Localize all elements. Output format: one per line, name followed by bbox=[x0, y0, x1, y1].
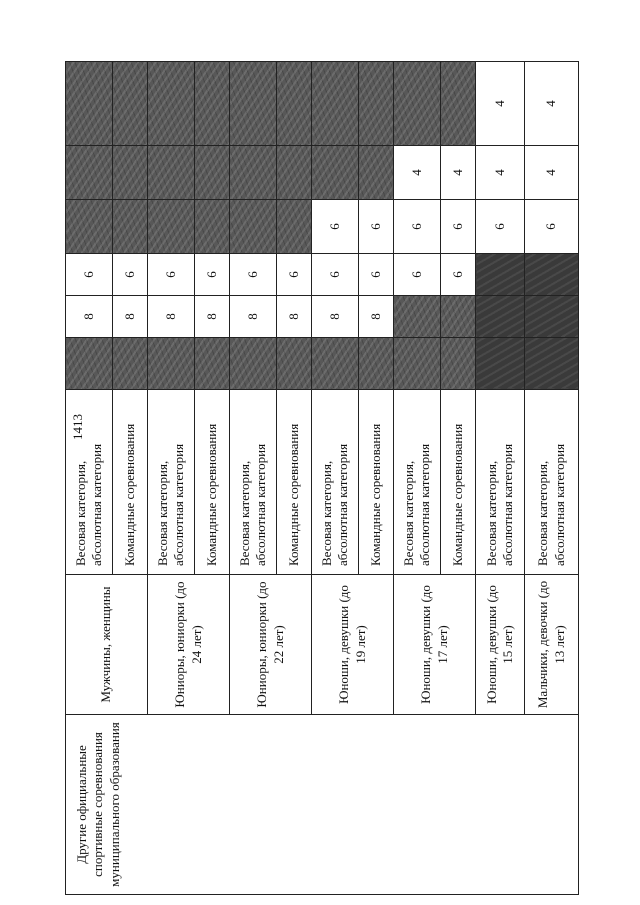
age-group-cell: Юниоры, юниорки (до 24 лет) bbox=[148, 575, 230, 715]
value-cell bbox=[195, 146, 230, 200]
value-cell bbox=[113, 338, 148, 390]
value-cell: 6 bbox=[394, 200, 441, 254]
competition-type-cell: Весовая категория, абсолютная категория bbox=[148, 390, 195, 575]
value-cell bbox=[277, 62, 312, 146]
age-group-cell: Юниоры, юниорки (до 22 лет) bbox=[230, 575, 312, 715]
value-cell: 8 bbox=[230, 296, 277, 338]
section-cell: Другие официальные спортивные соревнования муниципального образования bbox=[66, 715, 579, 895]
value-cell bbox=[312, 62, 359, 146]
value-cell bbox=[394, 338, 441, 390]
age-group-cell: Юноши, девушки (до 19 лет) bbox=[312, 575, 394, 715]
value-cell bbox=[476, 254, 525, 296]
value-cell bbox=[148, 200, 195, 254]
value-cell: 6 bbox=[230, 254, 277, 296]
value-cell bbox=[441, 296, 476, 338]
value-cell: 4 bbox=[525, 62, 579, 146]
value-cell bbox=[113, 62, 148, 146]
value-cell bbox=[66, 62, 113, 146]
value-cell bbox=[359, 62, 394, 146]
value-cell bbox=[148, 146, 195, 200]
value-cell: 4 bbox=[476, 62, 525, 146]
value-cell: 6 bbox=[113, 254, 148, 296]
value-cell bbox=[148, 338, 195, 390]
value-cell: 4 bbox=[394, 146, 441, 200]
value-cell bbox=[277, 146, 312, 200]
competition-type-cell: Весовая категория, абсолютная категория bbox=[476, 390, 525, 575]
value-cell bbox=[476, 338, 525, 390]
value-cell: 8 bbox=[195, 296, 230, 338]
competition-type-cell: Весовая категория, абсолютная категория bbox=[230, 390, 277, 575]
value-cell: 4 bbox=[441, 146, 476, 200]
value-cell: 8 bbox=[277, 296, 312, 338]
value-cell: 6 bbox=[525, 200, 579, 254]
value-cell bbox=[66, 338, 113, 390]
value-cell: 6 bbox=[359, 200, 394, 254]
value-cell bbox=[277, 200, 312, 254]
value-cell bbox=[441, 62, 476, 146]
value-cell: 6 bbox=[195, 254, 230, 296]
value-cell bbox=[525, 296, 579, 338]
competition-type-cell: Весовая категория, абсолютная категория bbox=[394, 390, 441, 575]
age-group-cell: Мужчины, женщины bbox=[66, 575, 148, 715]
competition-type-cell: Командные соревнования bbox=[277, 390, 312, 575]
value-cell bbox=[195, 62, 230, 146]
value-cell: 8 bbox=[148, 296, 195, 338]
value-cell bbox=[66, 200, 113, 254]
competition-type-cell: Командные соревнования bbox=[359, 390, 394, 575]
value-cell: 6 bbox=[476, 200, 525, 254]
value-cell bbox=[195, 200, 230, 254]
value-cell: 8 bbox=[66, 296, 113, 338]
value-cell: 6 bbox=[312, 254, 359, 296]
table-row bbox=[66, 62, 113, 895]
value-cell bbox=[394, 62, 441, 146]
value-cell bbox=[230, 62, 277, 146]
value-cell: 6 bbox=[441, 200, 476, 254]
rotated-table-wrapper bbox=[65, 62, 567, 895]
value-cell bbox=[148, 62, 195, 146]
value-cell bbox=[113, 146, 148, 200]
competition-type-cell: Командные соревнования bbox=[441, 390, 476, 575]
value-cell: 6 bbox=[394, 254, 441, 296]
value-cell bbox=[312, 146, 359, 200]
value-cell bbox=[394, 296, 441, 338]
value-cell: 6 bbox=[441, 254, 476, 296]
competition-type-cell: Командные соревнования bbox=[195, 390, 230, 575]
age-group-cell: Юноши, девушки (до 17 лет) bbox=[394, 575, 476, 715]
value-cell: 4 bbox=[525, 146, 579, 200]
value-cell bbox=[230, 338, 277, 390]
value-cell bbox=[195, 338, 230, 390]
value-cell: 8 bbox=[312, 296, 359, 338]
value-cell bbox=[277, 338, 312, 390]
value-cell bbox=[230, 146, 277, 200]
value-cell: 6 bbox=[277, 254, 312, 296]
value-cell: 4 bbox=[476, 146, 525, 200]
value-cell: 8 bbox=[113, 296, 148, 338]
competition-type-cell: Весовая категория, абсолютная категория bbox=[66, 390, 113, 575]
value-cell: 6 bbox=[312, 200, 359, 254]
age-group-cell: Юноши, девушки (до 15 лет) bbox=[476, 575, 525, 715]
value-cell bbox=[230, 200, 277, 254]
value-cell bbox=[359, 146, 394, 200]
competition-type-cell: Весовая категория, абсолютная категория bbox=[312, 390, 359, 575]
sports-table bbox=[65, 61, 579, 895]
value-cell bbox=[441, 338, 476, 390]
value-cell: 6 bbox=[148, 254, 195, 296]
competition-type-cell: Командные соревнования bbox=[113, 390, 148, 575]
value-cell: 8 bbox=[359, 296, 394, 338]
competition-type-cell: Весовая категория, абсолютная категория bbox=[525, 390, 579, 575]
page-number: 1413 bbox=[70, 414, 85, 440]
value-cell: 6 bbox=[66, 254, 113, 296]
value-cell bbox=[359, 338, 394, 390]
value-cell bbox=[113, 200, 148, 254]
value-cell bbox=[525, 338, 579, 390]
value-cell bbox=[66, 146, 113, 200]
value-cell bbox=[476, 296, 525, 338]
value-cell bbox=[525, 254, 579, 296]
value-cell: 6 bbox=[359, 254, 394, 296]
age-group-cell: Мальчики, девочки (до 13 лет) bbox=[525, 575, 579, 715]
value-cell bbox=[312, 338, 359, 390]
